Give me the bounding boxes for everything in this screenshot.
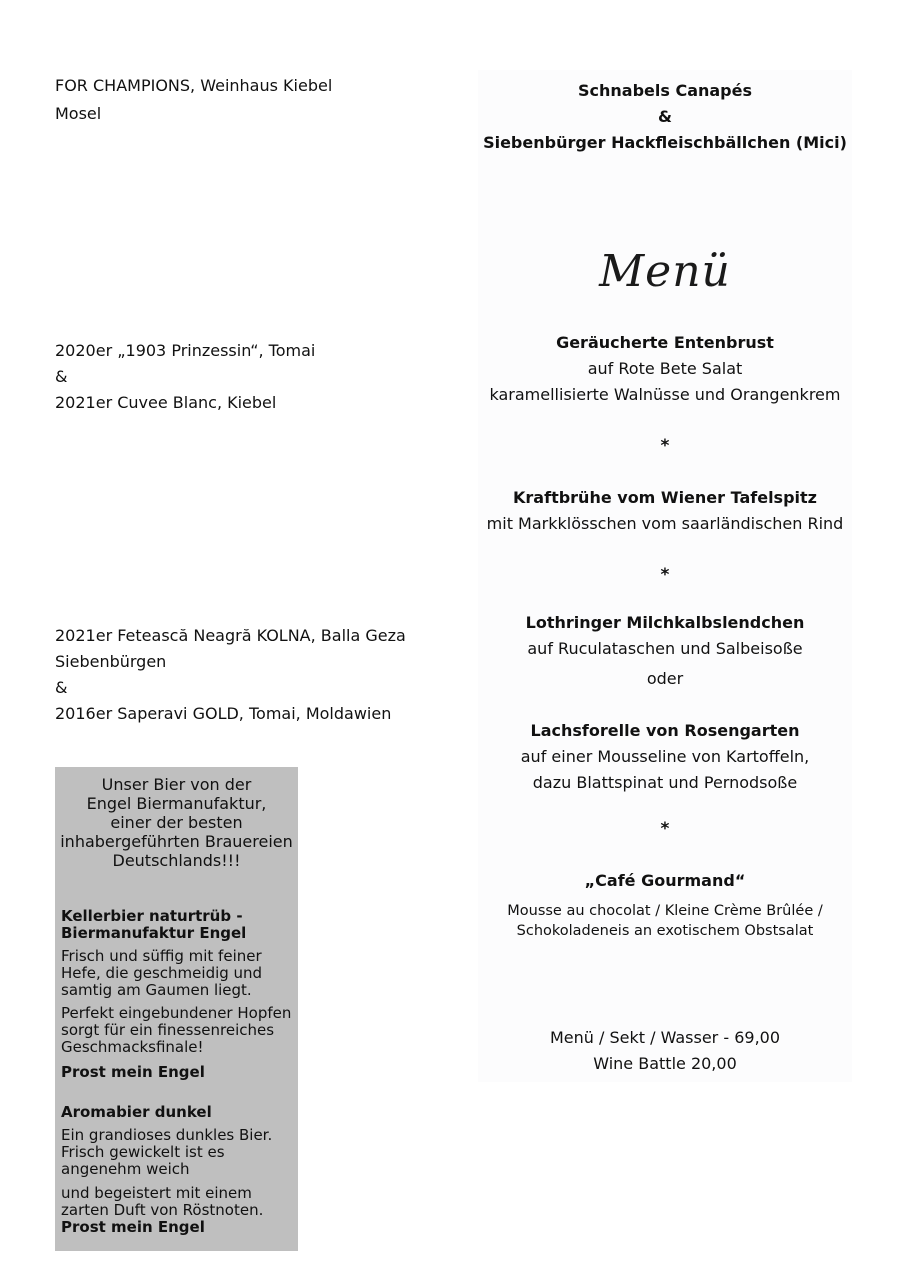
- course-or: oder: [646, 669, 684, 688]
- beer-intro: [55, 775, 298, 870]
- course3b-desc: auf einer Mousseline von Kartoffeln,: [520, 747, 810, 766]
- red-wine-1: 2021er Fetească Neagră KOLNA, Balla Geza: [55, 626, 406, 645]
- beer-intro-line: Engel Biermanufaktur,: [86, 794, 267, 813]
- white-wine-1: 2020er „1903 Prinzessin“, Tomai: [55, 341, 316, 360]
- beer2-desc: zarten Duft von Röstnoten.: [61, 1201, 264, 1219]
- aperitif-region: Mosel: [55, 104, 102, 123]
- course-separator: *: [660, 565, 670, 585]
- canapes-title: Schnabels Canapés: [577, 81, 753, 100]
- beer1-toast: Prost mein Engel: [61, 1063, 205, 1081]
- beer1-desc: samtig am Gaumen liegt.: [61, 981, 252, 999]
- white-wine-and: &: [55, 367, 68, 386]
- beer2-desc: Ein grandioses dunkles Bier.: [61, 1126, 273, 1144]
- beer-intro-line: inhabergeführten Brauereien: [60, 832, 293, 851]
- red-wine-and: &: [55, 678, 68, 697]
- aperitif-wine: FOR CHAMPIONS, Weinhaus Kiebel: [55, 76, 333, 95]
- course3a-name: Lothringer Milchkalbslendchen: [525, 613, 805, 632]
- beer2-toast: Prost mein Engel: [61, 1218, 205, 1236]
- beer1-title: Kellerbier naturtrüb -: [61, 907, 243, 925]
- dessert-desc: Schokoladeneis an exotischem Obstsalat: [516, 923, 814, 939]
- course2-name: Kraftbrühe vom Wiener Tafelspitz: [513, 488, 817, 507]
- course3b-desc: dazu Blattspinat und Pernodsoße: [532, 773, 798, 792]
- beer2-title: Aromabier dunkel: [61, 1103, 212, 1121]
- course1-desc: karamellisierte Walnüsse und Orangenkrem: [489, 385, 841, 404]
- dessert-name: „Café Gourmand“: [584, 871, 746, 890]
- beer2-desc: angenehm weich: [61, 1160, 190, 1178]
- course1-desc: auf Rote Bete Salat: [587, 359, 743, 378]
- beer2-desc: und begeistert mit einem: [61, 1184, 252, 1202]
- canapes-and: &: [658, 107, 672, 126]
- course3a-desc: auf Ruculataschen und Salbeisoße: [527, 639, 803, 658]
- course1-name: Geräucherte Entenbrust: [556, 333, 774, 352]
- beer1-desc: Frisch und süffig mit feiner: [61, 947, 262, 965]
- dessert-desc: Mousse au chocolat / Kleine Crème Brûlée /: [507, 903, 823, 919]
- wine-battle-price: Wine Battle 20,00: [593, 1054, 737, 1073]
- course-separator: *: [660, 819, 670, 839]
- menu-title: Menü: [599, 246, 731, 297]
- menu-price: Menü / Sekt / Wasser - 69,00: [549, 1028, 781, 1047]
- beer-intro-line: einer der besten: [110, 813, 243, 832]
- canapes-mici: Siebenbürger Hackfleischbällchen (Mici): [483, 133, 847, 152]
- beer-info-box: [55, 767, 298, 1251]
- white-wine-2: 2021er Cuvee Blanc, Kiebel: [55, 393, 277, 412]
- course2-desc: mit Markklösschen vom saarländischen Rind: [486, 514, 844, 533]
- beer1-desc: Geschmacksfinale!: [61, 1038, 204, 1056]
- red-wine-2: 2016er Saperavi GOLD, Tomai, Moldawien: [55, 704, 392, 723]
- beer1-title: Biermanufaktur Engel: [61, 924, 247, 942]
- beer-intro-line: Deutschlands!!!: [112, 851, 241, 870]
- beer1-desc: Hefe, die geschmeidig und: [61, 964, 263, 982]
- red-wine-1-region: Siebenbürgen: [55, 652, 167, 671]
- beer1-desc: Perfekt eingebundener Hopfen: [61, 1004, 292, 1022]
- beer-intro-line: Unser Bier von der: [101, 775, 252, 794]
- course3b-name: Lachsforelle von Rosengarten: [530, 721, 800, 740]
- beer1-desc: sorgt für ein finessenreiches: [61, 1021, 275, 1039]
- beer2-desc: Frisch gewickelt ist es: [61, 1143, 225, 1161]
- course-separator: *: [660, 436, 670, 456]
